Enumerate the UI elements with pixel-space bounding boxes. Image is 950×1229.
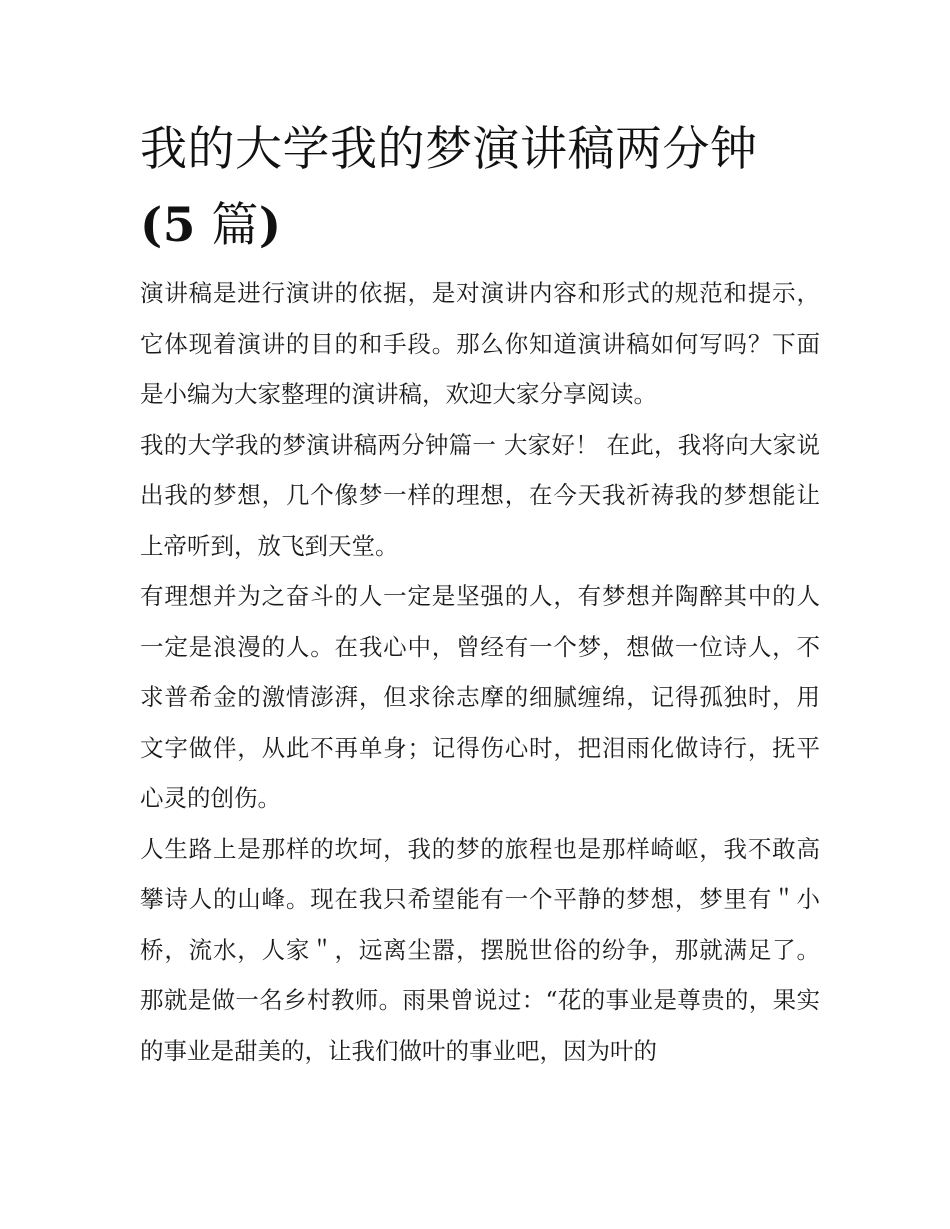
- intro-paragraph: 演讲稿是进行演讲的依据，是对演讲内容和形式的规范和提示，它体现着演讲的目的和手段。那么你知道演讲稿如何写吗？下面是小编为大家整理的演讲稿，欢迎大家分享阅读。: [140, 279, 820, 408]
- speech-one-opening-paragraph: 我的大学我的梦演讲稿两分钟篇一 大家好！ 在此，我将向大家说出我的梦想，几个像梦一样的理想，在今天我祈祷我的梦想能让上帝听到，放飞到天堂。: [140, 430, 820, 560]
- title-line-1: 我的大学我的梦演讲稿两分钟: [140, 122, 758, 177]
- document-body: [140, 112, 820, 1076]
- title-close-paren: ): [258, 198, 282, 253]
- dream-poet-paragraph: 有理想并为之奋斗的人一定是坚强的人，有梦想并陶醉其中的人一定是浪漫的人。在我心中，曾经有一个梦，想做一位诗人，不求普希金的激情澎湃，但求徐志摩的细腻缠绵，记得孤独时，用文字做伴，从此不再单身；记得伤心时，把泪雨化做诗行，抚平心灵的创伤。: [140, 582, 820, 812]
- title-count-word: 篇: [211, 198, 259, 253]
- document-title: [140, 112, 820, 264]
- title-count: (5: [140, 198, 196, 253]
- dream-teacher-paragraph: 人生路上是那样的坎坷，我的梦的旅程也是那样崎岖，我不敢高攀诗人的山峰。现在我只希望能有一个平静的梦想，梦里有＂小桥，流水，人家＂，远离尘嚣，摆脱世俗的纷争，那就满足了。那就是做一名乡村教师。雨果曾说过：“花的事业是尊贵的，果实的事业是甜美的，让我们做叶的事业吧，因为叶的: [140, 834, 820, 1065]
